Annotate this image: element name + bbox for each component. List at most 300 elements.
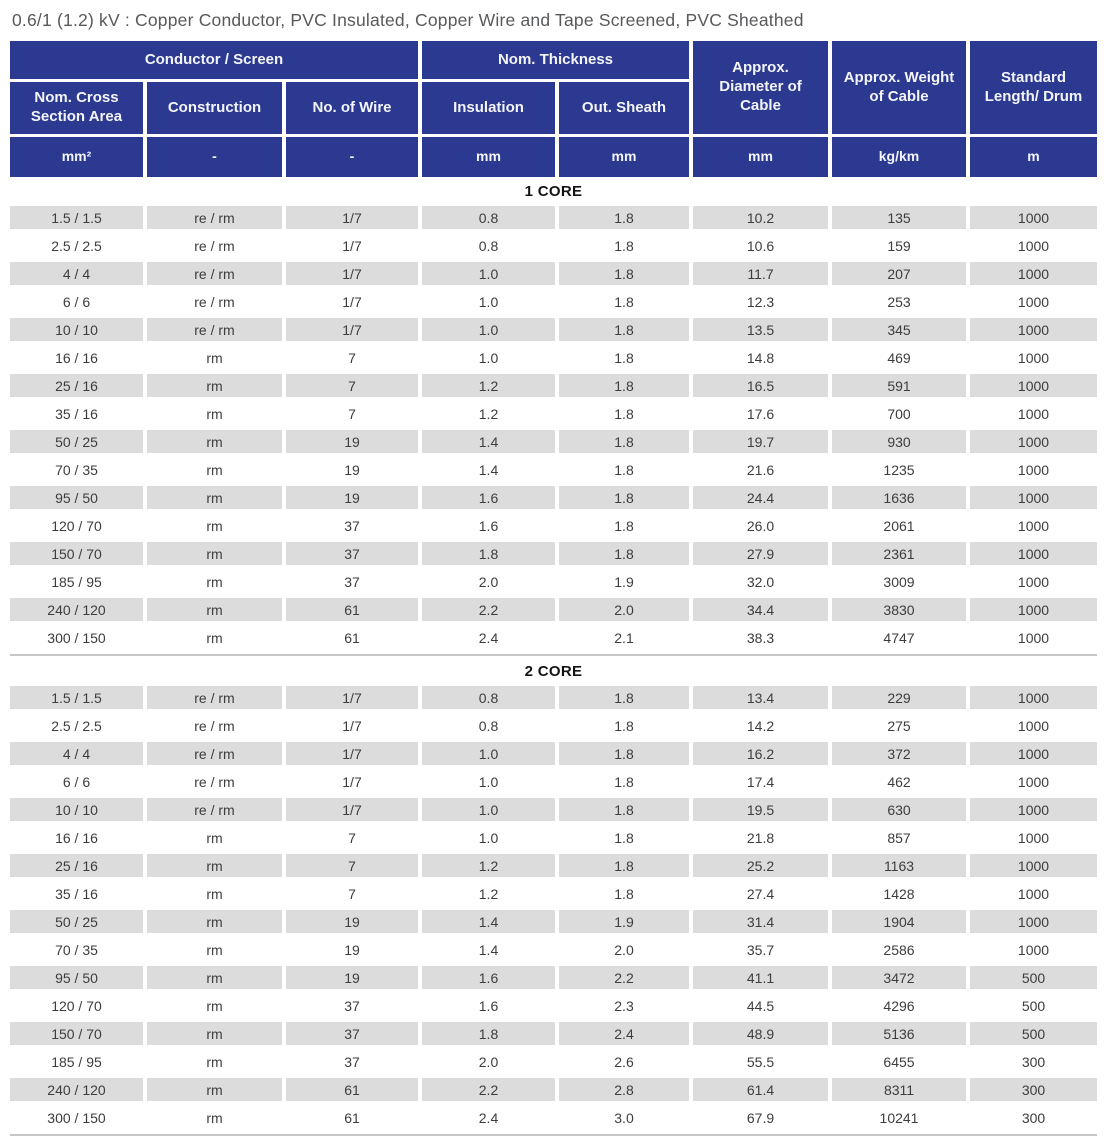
- table-cell: 1.9: [559, 910, 689, 933]
- table-cell: 930: [832, 430, 966, 453]
- table-cell: 2.1: [614, 629, 634, 646]
- cable-spec-table: [10, 41, 1097, 1136]
- table-cell: 44.5: [746, 997, 775, 1014]
- table-cell: rm: [147, 486, 282, 509]
- table-cell: 1/7: [342, 773, 362, 790]
- table-row: [10, 346, 1097, 369]
- table-cell: 120 / 70: [51, 997, 102, 1014]
- table-cell: 1.8: [559, 742, 689, 765]
- table-cell: 185 / 95: [51, 573, 102, 590]
- table-cell: 25.2: [693, 854, 828, 877]
- table-cell: 2.0: [478, 1053, 499, 1070]
- table-cell: re / rm: [194, 773, 235, 790]
- table-cell: 1000: [970, 542, 1097, 565]
- table-cell: 1.2: [422, 374, 555, 397]
- table-cell: 61.4: [693, 1078, 828, 1101]
- table-cell: 1.0: [478, 349, 499, 366]
- table-cell: 300: [970, 1078, 1097, 1101]
- table-cell: 1.8: [614, 829, 634, 846]
- table-row: [10, 262, 1097, 285]
- table-row: [10, 458, 1097, 481]
- table-cell: 1/7: [342, 717, 362, 734]
- table-cell: 4747: [883, 629, 915, 646]
- table-cell: 469: [887, 349, 911, 366]
- table-cell: 1000: [1017, 629, 1050, 646]
- table-cell: rm: [147, 1078, 282, 1101]
- table-row: [10, 542, 1097, 565]
- table-cell: 19: [286, 430, 418, 453]
- table-cell: 1/7: [286, 686, 418, 709]
- table-row: [10, 374, 1097, 397]
- table-cell: 1000: [970, 206, 1097, 229]
- table-cell: 6455: [883, 1053, 915, 1070]
- table-row: [10, 938, 1097, 961]
- unit-cell: kg/km: [832, 137, 966, 177]
- table-cell: 500: [970, 1022, 1097, 1045]
- table-cell: 41.1: [693, 966, 828, 989]
- table-row: [10, 626, 1097, 649]
- table-cell: 1.2: [478, 885, 499, 902]
- table-cell: 1000: [1017, 237, 1050, 254]
- column-header-construction: Construction: [147, 82, 282, 134]
- table-cell: 50 / 25: [10, 430, 143, 453]
- table-cell: 4 / 4: [10, 742, 143, 765]
- table-cell: 300: [1021, 1053, 1046, 1070]
- table-cell: 240 / 120: [10, 1078, 143, 1101]
- table-cell: 1000: [970, 798, 1097, 821]
- table-row: [10, 234, 1097, 257]
- table-cell: 500: [970, 966, 1097, 989]
- table-cell: 462: [887, 773, 911, 790]
- table-cell: 61: [344, 629, 360, 646]
- table-cell: 1.8: [614, 773, 634, 790]
- table-cell: 37: [286, 542, 418, 565]
- table-row: [10, 742, 1097, 765]
- table-row: [10, 598, 1097, 621]
- table-cell: 0.8: [422, 206, 555, 229]
- table-cell: 1000: [1017, 405, 1050, 422]
- table-cell: 1.8: [559, 318, 689, 341]
- unit-cell: -: [286, 137, 418, 177]
- table-cell: 1/7: [286, 262, 418, 285]
- table-cell: 17.6: [746, 405, 775, 422]
- table-cell: 2.3: [614, 997, 634, 1014]
- table-cell: 207: [832, 262, 966, 285]
- table-cell: 25 / 16: [10, 374, 143, 397]
- table-cell: 1.6: [478, 997, 499, 1014]
- table-cell: 70 / 35: [55, 941, 98, 958]
- table-cell: 1000: [970, 486, 1097, 509]
- table-cell: 3.0: [614, 1109, 634, 1126]
- table-row: [10, 1022, 1097, 1045]
- table-cell: 34.4: [693, 598, 828, 621]
- table-cell: rm: [147, 374, 282, 397]
- table-cell: 19.7: [693, 430, 828, 453]
- table-cell: 185 / 95: [51, 1053, 102, 1070]
- column-header-out-sheath: Out. Sheath: [559, 82, 689, 134]
- table-cell: 27.9: [693, 542, 828, 565]
- units-row: [10, 137, 1097, 177]
- table-cell: 345: [832, 318, 966, 341]
- table-cell: 1.8: [422, 542, 555, 565]
- table-cell: rm: [206, 1053, 223, 1070]
- table-cell: rm: [206, 349, 223, 366]
- table-cell: 19.5: [693, 798, 828, 821]
- table-cell: 2586: [883, 941, 915, 958]
- table-cell: 1000: [970, 854, 1097, 877]
- table-cell: 1.6: [422, 966, 555, 989]
- table-cell: 1000: [970, 318, 1097, 341]
- table-cell: 37: [286, 1022, 418, 1045]
- table-cell: 1.4: [478, 941, 499, 958]
- table-cell: rm: [147, 542, 282, 565]
- table-cell: 1.0: [478, 293, 499, 310]
- table-cell: 7: [348, 349, 356, 366]
- table-cell: 1.8: [559, 686, 689, 709]
- table-cell: 240 / 120: [10, 598, 143, 621]
- table-cell: 7: [348, 405, 356, 422]
- table-cell: 37: [344, 517, 360, 534]
- table-cell: 0.8: [422, 686, 555, 709]
- table-cell: 2361: [832, 542, 966, 565]
- table-cell: 1.2: [422, 854, 555, 877]
- table-cell: 14.2: [746, 717, 775, 734]
- table-cell: 3472: [832, 966, 966, 989]
- table-cell: 1.8: [559, 854, 689, 877]
- table-cell: rm: [147, 430, 282, 453]
- table-cell: 24.4: [693, 486, 828, 509]
- table-cell: 2.6: [614, 1053, 634, 1070]
- table-cell: 300 / 150: [47, 629, 106, 646]
- table-row: [10, 798, 1097, 821]
- table-cell: 3830: [832, 598, 966, 621]
- table-row: [10, 966, 1097, 989]
- table-cell: 2.2: [422, 1078, 555, 1101]
- table-cell: 37: [344, 1053, 360, 1070]
- table-cell: re / rm: [147, 798, 282, 821]
- table-cell: 2.5 / 2.5: [51, 717, 102, 734]
- table-cell: 1.6: [478, 517, 499, 534]
- table-cell: 4296: [883, 997, 915, 1014]
- table-cell: 229: [832, 686, 966, 709]
- table-body: [10, 177, 1097, 1136]
- table-cell: 372: [832, 742, 966, 765]
- table-cell: 1.5 / 1.5: [10, 206, 143, 229]
- table-row: [10, 514, 1097, 537]
- table-row: [10, 826, 1097, 849]
- table-cell: 19: [344, 941, 360, 958]
- table-cell: 95 / 50: [10, 966, 143, 989]
- table-cell: 61: [344, 1109, 360, 1126]
- table-cell: rm: [206, 573, 223, 590]
- table-cell: 1/7: [342, 237, 362, 254]
- table-cell: rm: [206, 405, 223, 422]
- column-header-insulation: Insulation: [422, 82, 555, 134]
- table-cell: rm: [206, 941, 223, 958]
- table-cell: 26.0: [746, 517, 775, 534]
- table-cell: 10 / 10: [10, 318, 143, 341]
- table-cell: 95 / 50: [10, 486, 143, 509]
- table-row: [10, 882, 1097, 905]
- table-cell: 1/7: [286, 742, 418, 765]
- table-cell: 7: [286, 854, 418, 877]
- table-cell: 2.0: [614, 941, 634, 958]
- table-cell: 50 / 25: [10, 910, 143, 933]
- table-cell: 1000: [970, 742, 1097, 765]
- table-cell: 1.8: [614, 349, 634, 366]
- table-cell: 2.5 / 2.5: [51, 237, 102, 254]
- table-cell: 37: [344, 997, 360, 1014]
- table-cell: 2.8: [559, 1078, 689, 1101]
- table-cell: 7: [348, 885, 356, 902]
- table-row: [10, 910, 1097, 933]
- unit-cell: -: [147, 137, 282, 177]
- table-cell: 1.5 / 1.5: [10, 686, 143, 709]
- table-cell: 10 / 10: [10, 798, 143, 821]
- table-cell: 10241: [879, 1109, 919, 1126]
- table-cell: 35.7: [746, 941, 775, 958]
- table-cell: 1.0: [422, 742, 555, 765]
- table-row: [10, 686, 1097, 709]
- table-cell: rm: [206, 829, 223, 846]
- table-row: [10, 290, 1097, 313]
- table-cell: 1000: [1017, 461, 1050, 478]
- table-cell: 1.8: [614, 293, 634, 310]
- table-cell: 1.8: [614, 461, 634, 478]
- table-cell: rm: [206, 517, 223, 534]
- table-cell: 48.9: [693, 1022, 828, 1045]
- table-cell: re / rm: [147, 206, 282, 229]
- unit-cell: mm²: [10, 137, 143, 177]
- table-row: [10, 1106, 1097, 1129]
- table-row: [10, 994, 1097, 1017]
- table-cell: 6 / 6: [62, 773, 91, 790]
- table-cell: rm: [147, 598, 282, 621]
- table-cell: 2.4: [478, 629, 499, 646]
- table-cell: 10.2: [693, 206, 828, 229]
- table-cell: 1.6: [422, 486, 555, 509]
- table-cell: 591: [832, 374, 966, 397]
- table-cell: 2.0: [559, 598, 689, 621]
- table-cell: 253: [887, 293, 911, 310]
- table-cell: 35 / 16: [55, 885, 98, 902]
- table-cell: 159: [887, 237, 911, 254]
- table-cell: 1000: [1017, 293, 1050, 310]
- table-cell: rm: [206, 885, 223, 902]
- table-cell: 37: [344, 573, 360, 590]
- table-row: [10, 570, 1097, 593]
- table-cell: 3009: [883, 573, 915, 590]
- table-cell: re / rm: [194, 237, 235, 254]
- table-cell: 7: [348, 829, 356, 846]
- table-cell: 1000: [970, 430, 1097, 453]
- table-cell: rm: [147, 854, 282, 877]
- table-cell: 12.3: [746, 293, 775, 310]
- table-cell: 500: [1021, 997, 1046, 1014]
- table-cell: 0.8: [478, 237, 499, 254]
- column-header-no-of-wire: No. of Wire: [286, 82, 418, 134]
- table-cell: re / rm: [147, 262, 282, 285]
- table-row: [10, 430, 1097, 453]
- table-cell: 25 / 16: [10, 854, 143, 877]
- section-divider: [10, 654, 1097, 656]
- table-cell: 2061: [883, 517, 915, 534]
- table-cell: 27.4: [746, 885, 775, 902]
- table-cell: re / rm: [194, 717, 235, 734]
- table-cell: 1.0: [422, 262, 555, 285]
- table-cell: 0.8: [478, 717, 499, 734]
- table-cell: 4 / 4: [10, 262, 143, 285]
- table-cell: 19: [286, 966, 418, 989]
- table-cell: 11.7: [693, 262, 828, 285]
- table-cell: 1000: [970, 598, 1097, 621]
- table-row: [10, 1078, 1097, 1101]
- table-cell: 16.5: [693, 374, 828, 397]
- column-header-approx-weight: Approx. Weight of Cable: [832, 41, 966, 134]
- table-cell: 1.8: [614, 405, 634, 422]
- table-cell: 150 / 70: [10, 1022, 143, 1045]
- column-group-nom-thickness: Nom. Thickness: [422, 41, 689, 79]
- table-cell: 135: [832, 206, 966, 229]
- table-row: [10, 206, 1097, 229]
- table-cell: rm: [206, 997, 223, 1014]
- table-cell: rm: [206, 461, 223, 478]
- table-cell: 1.0: [422, 318, 555, 341]
- table-cell: 19: [286, 910, 418, 933]
- table-cell: 1000: [1017, 941, 1050, 958]
- table-cell: 857: [887, 829, 911, 846]
- table-row: [10, 714, 1097, 737]
- table-cell: 8311: [832, 1078, 966, 1101]
- table-cell: 17.4: [746, 773, 775, 790]
- table-cell: 1.8: [559, 430, 689, 453]
- table-cell: 38.3: [746, 629, 775, 646]
- table-cell: 1/7: [286, 206, 418, 229]
- table-cell: rm: [206, 1109, 223, 1126]
- page-title: 0.6/1 (1.2) kV : Copper Conductor, PVC Insulated, Copper Wire and Tape Screened, PVC Sheathed: [12, 10, 804, 30]
- table-cell: 14.8: [746, 349, 775, 366]
- table-cell: 2.0: [478, 573, 499, 590]
- unit-cell: m: [970, 137, 1097, 177]
- table-cell: 300 / 150: [47, 1109, 106, 1126]
- table-cell: 120 / 70: [51, 517, 102, 534]
- table-cell: re / rm: [147, 742, 282, 765]
- table-cell: 1636: [832, 486, 966, 509]
- table-cell: 5136: [832, 1022, 966, 1045]
- table-cell: 1000: [970, 374, 1097, 397]
- table-cell: 1.8: [614, 237, 634, 254]
- table-cell: 1.8: [559, 542, 689, 565]
- table-cell: 6 / 6: [62, 293, 91, 310]
- table-cell: re / rm: [194, 293, 235, 310]
- table-cell: 1/7: [286, 318, 418, 341]
- table-cell: 1.8: [559, 798, 689, 821]
- table-cell: 700: [887, 405, 911, 422]
- table-cell: 1/7: [342, 293, 362, 310]
- table-cell: re / rm: [147, 318, 282, 341]
- table-cell: 1000: [1017, 885, 1050, 902]
- table-cell: 1.4: [478, 461, 499, 478]
- table-cell: re / rm: [147, 686, 282, 709]
- section-label: 1 CORE: [524, 183, 583, 200]
- table-header: [10, 41, 1097, 134]
- table-row: [10, 770, 1097, 793]
- table-cell: 300: [1021, 1109, 1046, 1126]
- column-group-conductor-screen: Conductor / Screen: [10, 41, 418, 79]
- table-cell: 55.5: [746, 1053, 775, 1070]
- table-cell: 21.8: [746, 829, 775, 846]
- table-cell: 16 / 16: [55, 829, 98, 846]
- unit-cell: mm: [693, 137, 828, 177]
- table-cell: 1000: [1017, 773, 1050, 790]
- table-cell: 1.4: [422, 430, 555, 453]
- table-cell: 1000: [970, 686, 1097, 709]
- table-cell: 1000: [970, 910, 1097, 933]
- table-cell: 67.9: [746, 1109, 775, 1126]
- table-cell: 1.8: [614, 717, 634, 734]
- table-cell: 61: [286, 598, 418, 621]
- table-row: [10, 1050, 1097, 1073]
- table-cell: 19: [344, 461, 360, 478]
- section-label: 2 CORE: [524, 663, 583, 680]
- table-cell: rm: [147, 1022, 282, 1045]
- table-cell: 16 / 16: [55, 349, 98, 366]
- table-cell: 1428: [883, 885, 915, 902]
- table-cell: 1000: [1017, 573, 1050, 590]
- table-cell: 1/7: [286, 798, 418, 821]
- table-cell: 1235: [883, 461, 915, 478]
- table-cell: 1.0: [478, 829, 499, 846]
- table-cell: 70 / 35: [55, 461, 98, 478]
- table-cell: 1000: [1017, 349, 1050, 366]
- table-cell: 150 / 70: [10, 542, 143, 565]
- table-cell: 2.4: [559, 1022, 689, 1045]
- table-cell: 2.2: [422, 598, 555, 621]
- table-cell: 1.9: [614, 573, 634, 590]
- table-cell: 1.8: [422, 1022, 555, 1045]
- unit-cell: mm: [422, 137, 555, 177]
- table-cell: 1000: [1017, 717, 1050, 734]
- table-row: [10, 854, 1097, 877]
- table-cell: 1.0: [478, 773, 499, 790]
- column-header-cross-section: Nom. Cross Section Area: [10, 82, 143, 134]
- table-cell: 1163: [832, 854, 966, 877]
- table-cell: 13.5: [693, 318, 828, 341]
- table-cell: 1.8: [559, 206, 689, 229]
- table-row: [10, 486, 1097, 509]
- table-cell: 1.2: [478, 405, 499, 422]
- table-cell: 1000: [1017, 517, 1050, 534]
- column-header-standard-length: Standard Length/ Drum: [970, 41, 1097, 134]
- table-cell: 1.0: [422, 798, 555, 821]
- table-cell: 1000: [970, 262, 1097, 285]
- table-row: [10, 402, 1097, 425]
- table-cell: 7: [286, 374, 418, 397]
- table-cell: 21.6: [746, 461, 775, 478]
- table-cell: rm: [206, 629, 223, 646]
- table-cell: 1.8: [614, 517, 634, 534]
- table-cell: 1904: [832, 910, 966, 933]
- table-cell: 2.2: [559, 966, 689, 989]
- table-cell: 1.8: [559, 486, 689, 509]
- table-cell: 1.8: [614, 885, 634, 902]
- table-cell: 2.4: [478, 1109, 499, 1126]
- table-cell: 61: [286, 1078, 418, 1101]
- table-cell: 1.4: [422, 910, 555, 933]
- unit-cell: mm: [559, 137, 689, 177]
- table-cell: 13.4: [693, 686, 828, 709]
- table-cell: 31.4: [693, 910, 828, 933]
